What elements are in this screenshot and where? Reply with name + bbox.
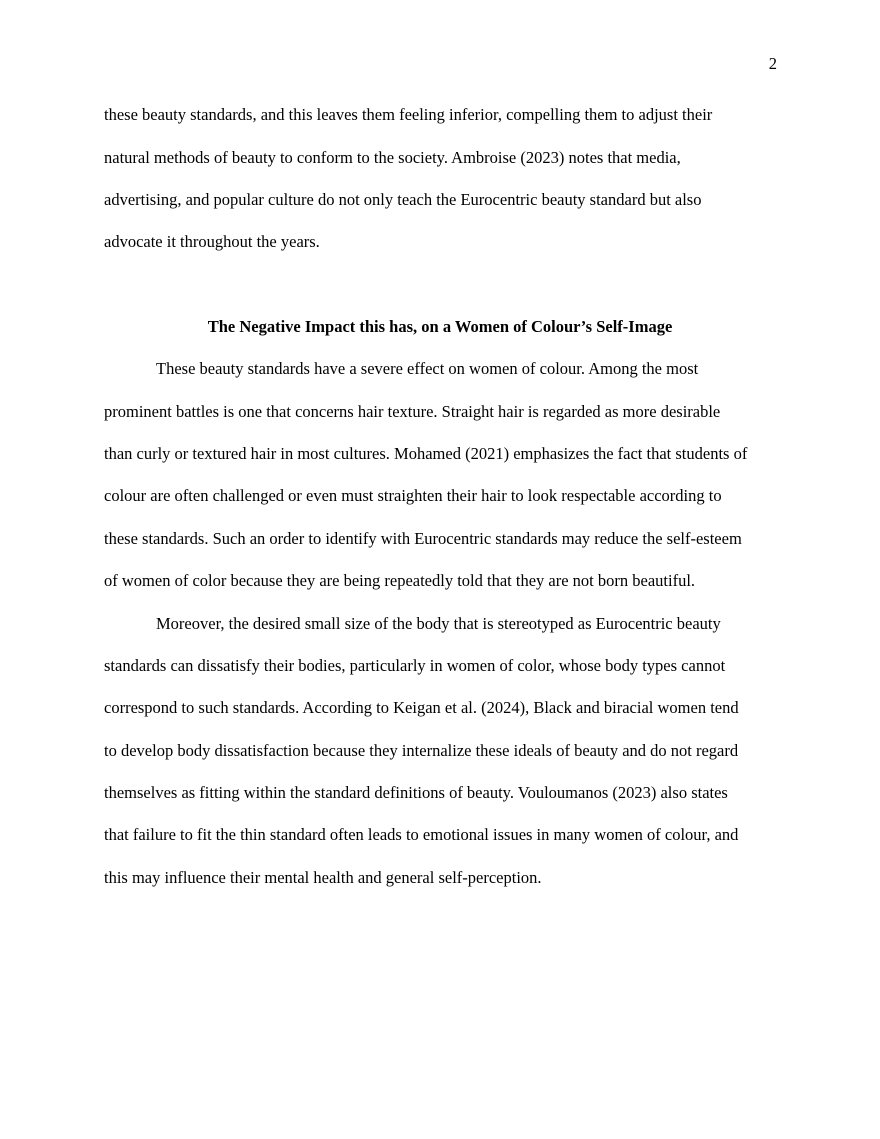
- text-line: of women of color because they are being repeatedly told that they are not born beautiful.: [104, 571, 696, 590]
- text-line: standards can dissatisfy their bodies, particularly in women of color, whose body types cannot: [104, 656, 726, 675]
- text-line: natural methods of beauty to conform to the society. Ambroise (2023) notes that media,: [104, 148, 681, 167]
- text-line: prominent battles is one that concerns hair texture. Straight hair is regarded as more desirable: [104, 402, 721, 421]
- text-line: correspond to such standards. According to Keigan et al. (2024), Black and biracial women tend: [104, 698, 739, 717]
- text-line: this may influence their mental health and general self-perception.: [104, 868, 542, 887]
- text-line: these standards. Such an order to identify with Eurocentric standards may reduce the self-esteem: [104, 529, 742, 548]
- text-line: that failure to fit the thin standard often leads to emotional issues in many women of colour, and: [104, 825, 739, 844]
- text-line: to develop body dissatisfaction because they internalize these ideals of beauty and do not regard: [104, 741, 739, 760]
- text-line: Moreover, the desired small size of the body that is stereotyped as Eurocentric beauty: [156, 614, 721, 633]
- text-line: advocate it throughout the years.: [104, 232, 320, 251]
- text-line: these beauty standards, and this leaves them feeling inferior, compelling them to adjust their: [104, 105, 713, 124]
- text-line: These beauty standards have a severe effect on women of colour. Among the most: [156, 359, 699, 378]
- page-number: 2: [768, 54, 777, 73]
- text-line: than curly or textured hair in most cultures. Mohamed (2021) emphasizes the fact that students of: [104, 444, 748, 463]
- text-line: themselves as fitting within the standard definitions of beauty. Vouloumanos (2023) also states: [104, 783, 728, 802]
- section-heading: The Negative Impact this has, on a Women of Colour’s Self-Image: [207, 317, 673, 336]
- text-line: colour are often challenged or even must straighten their hair to look respectable according to: [104, 486, 722, 505]
- text-line: advertising, and popular culture do not only teach the Eurocentric beauty standard but also: [104, 190, 702, 209]
